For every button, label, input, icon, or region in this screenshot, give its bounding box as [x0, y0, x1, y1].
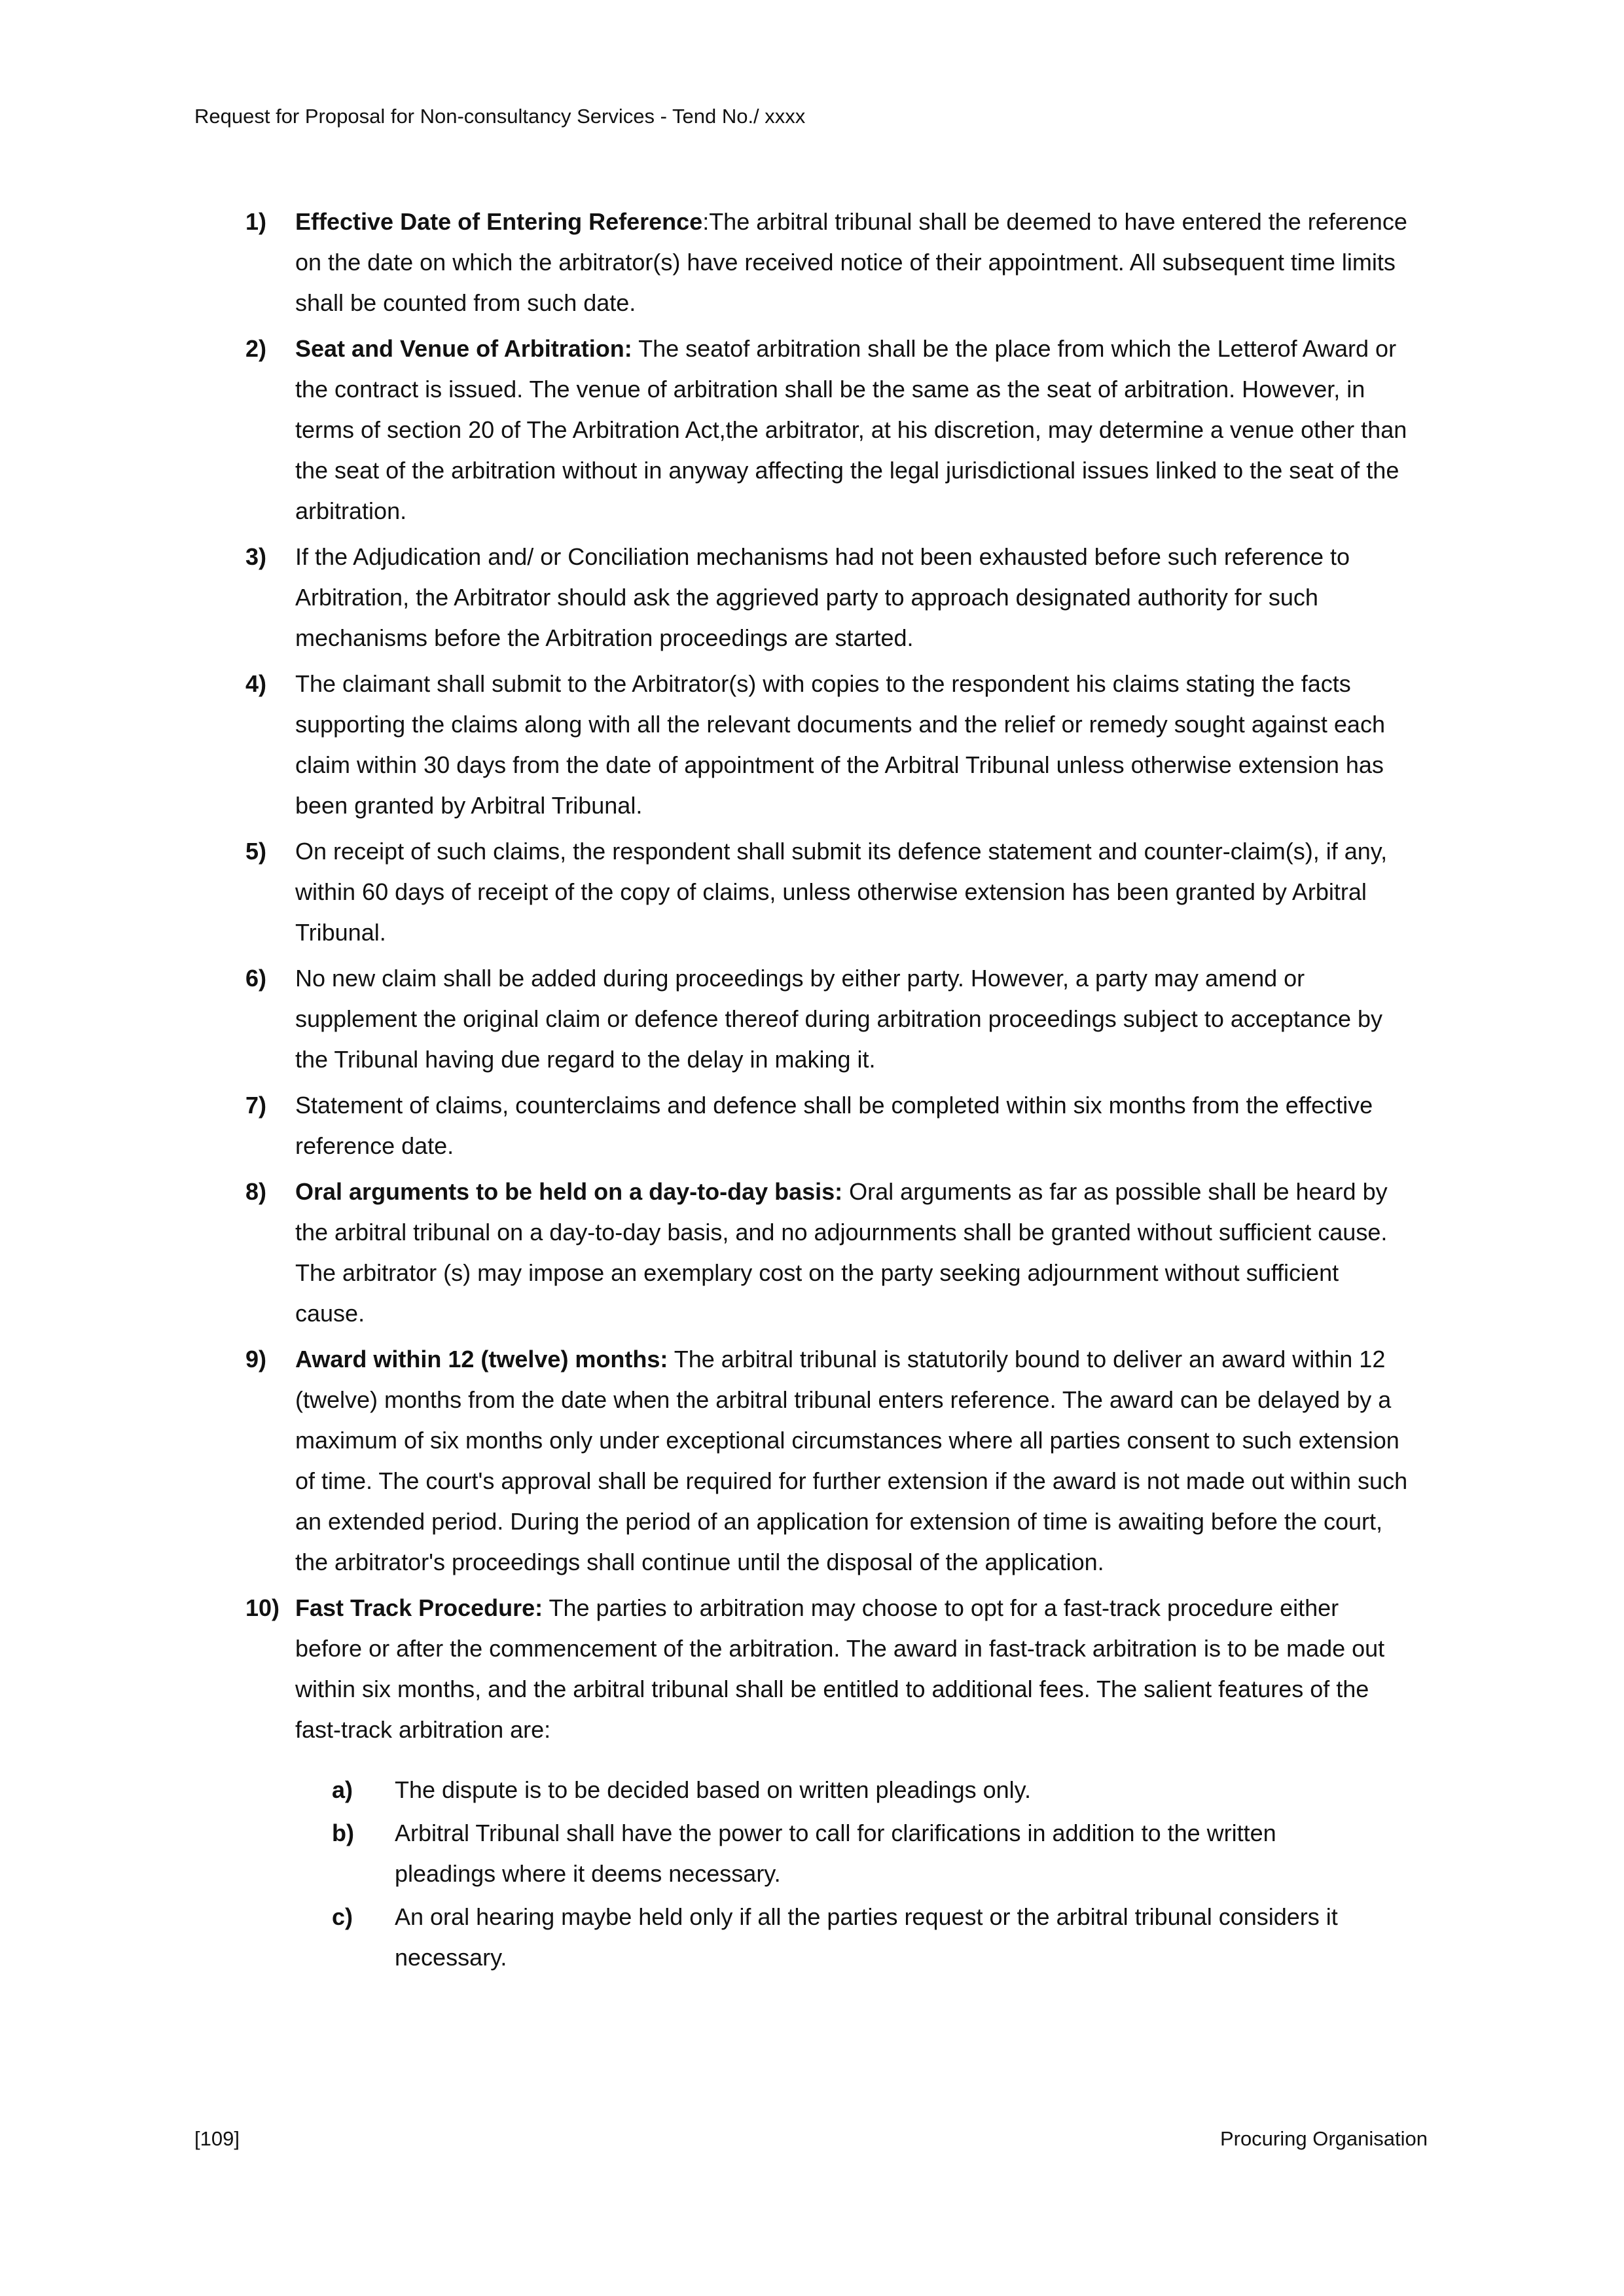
- list-item-text: If the Adjudication and/ or Conciliation mechanisms had not been exhausted before such reference to Arbitration, the Arbitrator should ask the aggrieved party to approach designated authority for such mechanisms before the Arbitration proceedings are started.: [295, 543, 1350, 651]
- list-item-lead: Oral arguments to be held on a day-to-day basis:: [295, 1178, 843, 1205]
- list-item: [245, 664, 1428, 826]
- list-item-lead: Effective Date of Entering Reference: [295, 208, 703, 235]
- list-item-paragraph: [295, 664, 1411, 826]
- sub-item-text: The dispute is to be decided based on written pleadings only.: [395, 1776, 1031, 1803]
- sub-item-text: An oral hearing maybe held only if all the parties request or the arbitral tribunal considers it necessary.: [395, 1903, 1338, 1971]
- sub-item-letter: a): [332, 1776, 353, 1803]
- list-item-lead: Seat and Venue of Arbitration:: [295, 335, 632, 362]
- page-header: [194, 103, 1428, 130]
- list-item: [245, 958, 1428, 1080]
- list-item-text: The arbitral tribunal is statutorily bound to deliver an award within 12 (twelve) months from the date when the arbitral tribunal enters reference. The award can be delayed by a maximum of six months only under exceptional circumstances where all parties consent to such extension of time. The court's approval shall be required for further extension if the award is not made out within such an extended period. During the period of an application for extension of time is awaiting before the court, the arbitrator's proceedings shall continue until the disposal of the application.: [295, 1346, 1408, 1575]
- sub-item-letter: b): [332, 1820, 354, 1846]
- header-title: Request for Proposal for Non-consultancy Services - Tend No./ xxxx: [194, 105, 806, 128]
- list-item-text: The seatof arbitration shall be the place from which the Letterof Award or the contract is issued. The venue of arbitration shall be the same as the seat of arbitration. However, in terms of section 20 of The Arbitration Act,the arbitrator, at his discretion, may determine a venue other than the seat of the arbitration without in anyway affecting the legal jurisdictional issues linked to the seat of the arbitration.: [295, 335, 1407, 524]
- list-item-number: 4): [245, 670, 267, 697]
- sub-list: [332, 1770, 1411, 1978]
- sub-item-text: Arbitral Tribunal shall have the power to call for clarifications in addition to the written pleadings where it deems necessary.: [395, 1820, 1276, 1887]
- list-item-paragraph: [295, 831, 1411, 953]
- list-item-paragraph: [295, 202, 1411, 323]
- list-item: [245, 831, 1428, 953]
- list-item: [245, 329, 1428, 531]
- list-item-paragraph: [295, 537, 1411, 658]
- page-number: [109]: [194, 2127, 240, 2150]
- list-item-text: Oral arguments as far as possible shall be heard by the arbitral tribunal on a day-to-day basis, and no adjournments shall be granted without sufficient cause. The arbitrator (s) may impose an exemplary cost on the party seeking adjournment without sufficient cause.: [295, 1178, 1388, 1327]
- page-footer: [194, 2126, 1428, 2152]
- list-item-lead: Award within 12 (twelve) months:: [295, 1346, 668, 1372]
- list-item-number: 5): [245, 838, 267, 865]
- list-item-lead: Fast Track Procedure:: [295, 1594, 543, 1621]
- list-item: [245, 537, 1428, 658]
- sub-list-item: [332, 1813, 1411, 1894]
- sub-list-item: [332, 1770, 1411, 1810]
- list-item-text: No new claim shall be added during proceedings by either party. However, a party may amend or supplement the original claim or defence thereof during arbitration proceedings subject to acceptance by the Tribunal having due regard to the delay in making it.: [295, 965, 1382, 1073]
- sub-item-letter: c): [332, 1903, 353, 1930]
- list-item-number: 3): [245, 543, 267, 570]
- list-item-paragraph: [295, 1339, 1411, 1583]
- list-item-number: 7): [245, 1092, 267, 1119]
- list-item-paragraph: [295, 329, 1411, 531]
- footer-org-label: Procuring Organisation: [1219, 2127, 1428, 2150]
- list-item: [245, 1588, 1428, 1981]
- list-item: [245, 1085, 1428, 1166]
- list-item-text: The parties to arbitration may choose to opt for a fast-track procedure either before or after the commencement of the arbitration. The award in fast-track arbitration is to be made out within six months, and the arbitral tribunal shall be entitled to additional fees. The salient features of the fast-track arbitration are:: [295, 1594, 1385, 1743]
- list-item-number: 1): [245, 208, 267, 235]
- list-item-text: :The arbitral tribunal shall be deemed to have entered the reference on the date on which the arbitrator(s) have received notice of their appointment. All subsequent time limits shall be counted from such date.: [295, 208, 1407, 316]
- clauses-list: [194, 202, 1428, 1981]
- list-item-number: 2): [245, 335, 267, 362]
- list-item-paragraph: [295, 1172, 1411, 1334]
- list-item-paragraph: [295, 1085, 1411, 1166]
- list-item-number: 10): [245, 1594, 280, 1621]
- list-item: [245, 202, 1428, 323]
- list-item-paragraph: [295, 1588, 1411, 1981]
- list-item-number: 6): [245, 965, 267, 992]
- list-item-number: 8): [245, 1178, 267, 1205]
- list-item-paragraph: [295, 958, 1411, 1080]
- list-item-text: Statement of claims, counterclaims and defence shall be completed within six months from the effective reference date.: [295, 1092, 1373, 1159]
- list-item-text: The claimant shall submit to the Arbitrator(s) with copies to the respondent his claims stating the facts supporting the claims along with all the relevant documents and the relief or remedy sought against each claim within 30 days from the date of appointment of the Arbitral Tribunal unless otherwise extension has been granted by Arbitral Tribunal.: [295, 670, 1385, 819]
- list-item-number: 9): [245, 1346, 267, 1372]
- list-item-text: On receipt of such claims, the respondent shall submit its defence statement and counter-claim(s), if any, within 60 days of receipt of the copy of claims, unless otherwise extension has been granted by Arbitral Tribunal.: [295, 838, 1388, 946]
- sub-list-item: [332, 1897, 1411, 1978]
- list-item: [245, 1339, 1428, 1583]
- list-item: [245, 1172, 1428, 1334]
